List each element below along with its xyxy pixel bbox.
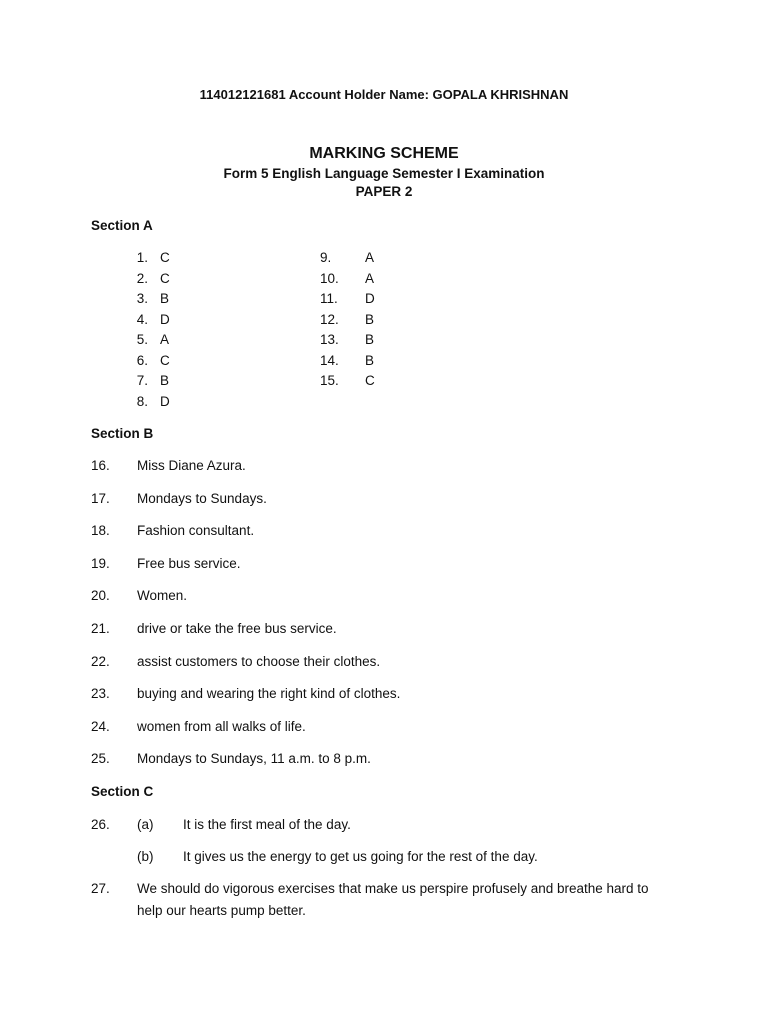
answer-number: 5. (136, 332, 148, 347)
answer-letter: B (160, 373, 170, 388)
answer-text: It gives us the energy to get us going for the rest of the day. (183, 849, 538, 864)
answer-number: 11. (320, 291, 338, 306)
answer-letter: C (365, 373, 375, 388)
question-number: 26. (91, 817, 110, 832)
page-subtitle: Form 5 English Language Semester I Examination (223, 166, 545, 181)
answer-text: Miss Diane Azura. (137, 458, 246, 473)
answer-number: 12. (320, 312, 339, 327)
answer-text-line: help our hearts pump better. (137, 903, 306, 918)
answer-text: It is the first meal of the day. (183, 817, 351, 832)
question-number: 19. (91, 556, 110, 571)
answer-letter: D (160, 312, 170, 327)
account-header (0, 87, 768, 102)
answer-number: 1. (136, 250, 148, 265)
answer-letter: D (365, 291, 375, 306)
answer-number: 2. (136, 271, 148, 286)
question-number: 18. (91, 523, 110, 538)
section-b-heading: Section B (91, 426, 154, 441)
account-holder-text: Account Holder Name: GOPALA KHRISHNAN (285, 87, 569, 102)
question-number: 24. (91, 719, 110, 734)
question-number: 16. (91, 458, 110, 473)
answer-letter: D (160, 394, 170, 409)
answer-number: 14. (320, 353, 339, 368)
question-number: 17. (91, 491, 110, 506)
question-number: 23. (91, 686, 110, 701)
section-a-heading: Section A (91, 218, 153, 233)
answer-text: drive or take the free bus service. (137, 621, 337, 636)
answer-letter: B (365, 312, 375, 327)
answer-text: Fashion consultant. (137, 523, 255, 538)
answer-letter: C (160, 353, 170, 368)
answer-text: buying and wearing the right kind of clothes. (137, 686, 401, 701)
answer-number: 3. (136, 291, 148, 306)
answer-number: 13. (320, 332, 339, 347)
answer-text: Free bus service. (137, 556, 241, 571)
answer-number: 6. (136, 353, 148, 368)
question-number: 20. (91, 588, 110, 603)
paper-label: PAPER 2 (355, 184, 413, 199)
answer-text: women from all walks of life. (137, 719, 306, 734)
answer-text: Mondays to Sundays, 11 a.m. to 8 p.m. (137, 751, 371, 766)
answer-letter: A (160, 332, 170, 347)
answer-letter: B (365, 332, 375, 347)
answer-number: 8. (136, 394, 148, 409)
answer-number: 9. (320, 250, 332, 265)
part-label: (a) (137, 817, 154, 832)
answer-number: 15. (320, 373, 339, 388)
answer-text: Women. (137, 588, 188, 603)
account-number: 114012121681 (199, 87, 286, 102)
answer-number: 10. (320, 271, 339, 286)
answer-letter: B (160, 291, 170, 306)
answer-letter: C (160, 271, 170, 286)
answer-number: 7. (136, 373, 148, 388)
answer-letter: C (160, 250, 170, 265)
page-title: MARKING SCHEME (309, 145, 459, 162)
answer-number: 4. (136, 312, 148, 327)
answer-text-line: We should do vigorous exercises that make us perspire profusely and breathe hard to (137, 881, 649, 896)
question-number: 22. (91, 654, 110, 669)
answer-letter: B (365, 353, 375, 368)
question-number: 21. (91, 621, 110, 636)
question-number: 27. (91, 881, 110, 896)
answer-text: assist customers to choose their clothes. (137, 654, 381, 669)
part-label: (b) (137, 849, 154, 864)
answer-letter: A (365, 271, 375, 286)
section-c-heading: Section C (91, 784, 154, 799)
answer-text: Mondays to Sundays. (137, 491, 267, 506)
answer-letter: A (365, 250, 375, 265)
question-number: 25. (91, 751, 110, 766)
